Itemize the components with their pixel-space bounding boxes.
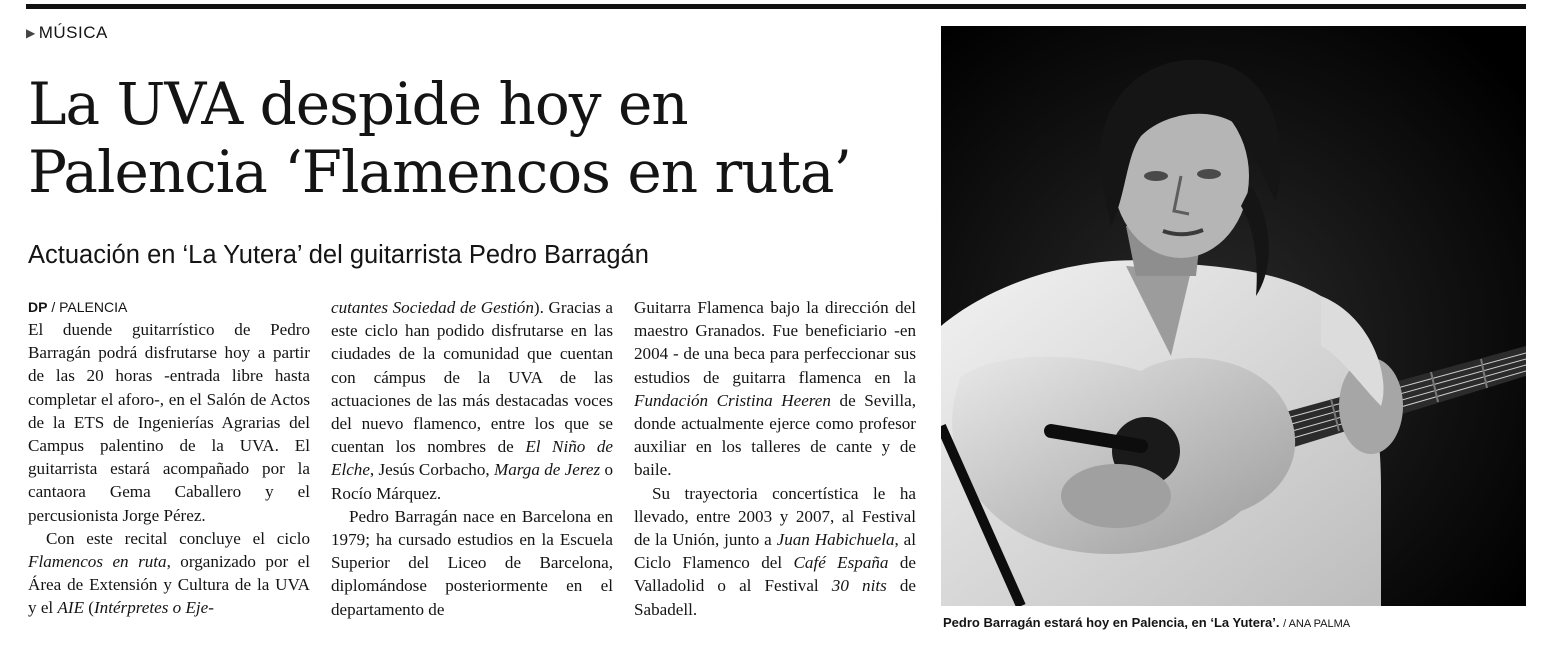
section-tag [26, 23, 108, 43]
article-column-2 [331, 296, 613, 621]
italic-text: Marga de Jerez [494, 460, 601, 480]
italic-text: AIE [57, 598, 85, 618]
paragraph-text: Su trayectoria concertística le ha llevado, entre 2003 y 2007, al Festival de la Unión, junto a [634, 483, 916, 550]
italic-text: Café España [793, 553, 889, 573]
triangle-bullet-icon: ▶ [26, 26, 36, 40]
paragraph-text: o Rocío Márquez. [331, 460, 613, 503]
paragraph-text: de Valladolid o al Festival [634, 553, 916, 596]
paragraph-text: de Sevilla, donde actualmente ejerce como profesor auxiliar en los talleres de cante y de baile. [634, 390, 916, 480]
italic-text: cutantes Sociedad de Gestión [331, 298, 534, 317]
paragraph-text: ( [84, 598, 94, 618]
paragraph-text: , al Ciclo Flamenco del [634, 530, 916, 573]
paragraph [28, 527, 310, 620]
subheadline: Actuación en ‘La Yutera’ del guitarrista Pedro Barragán [28, 241, 649, 269]
paragraph-text: Guitarra Flamenca bajo la dirección del maestro Granados. Fue beneficiario -en 2004 - de una beca para perfeccionar sus estudios de guitarra flamenca en la [634, 298, 916, 387]
guitarist-illustration [941, 26, 1526, 606]
italic-text: 30 nits [831, 576, 887, 596]
paragraph-text: de Sabadell. [634, 576, 916, 619]
section-label: MÚSICA [38, 23, 108, 42]
italic-text: Juan Habichuela [776, 530, 895, 550]
article-column-1 [28, 296, 310, 620]
italic-text: El Niño de Elche [331, 437, 613, 480]
photo-caption [943, 615, 1350, 630]
caption-text: Pedro Barragán estará hoy en Palencia, en ‘La Yutera’. [943, 615, 1280, 630]
paragraph [331, 296, 613, 505]
paragraph [634, 296, 916, 482]
photo-credit: / ANA PALMA [1283, 618, 1351, 630]
paragraph [28, 318, 310, 527]
italic-text: Flamencos en ruta [28, 552, 167, 572]
headline-line-2: Palencia ‘Flamencos en ruta’ [28, 138, 851, 206]
italic-text: Intérpretes o Eje- [93, 598, 214, 618]
paragraph-text: Pedro Barragán nace en Barcelona en 1979; ha cursado estudios en la Escuela Superior del Liceo de Barcelona, diplomándose posteriormente en el departamento de [331, 506, 613, 619]
paragraph-text: , Jesús Corbacho, [369, 460, 494, 480]
byline [28, 296, 310, 318]
headline [28, 70, 908, 206]
paragraph-text: ). Gracias a este ciclo han podido disfrutarse en las ciudades de la comunidad que cuentan con cámpus de la UVA de las actuaciones de las más destacadas voces del nuevo flamenco, entre los que se cuentan los nombres de [331, 298, 613, 457]
paragraph [331, 505, 613, 621]
paragraph-text: , organizado por el Área de Extensión y Cultura de la UVA y el [28, 552, 310, 618]
paragraph-text: Con este recital concluye el ciclo [46, 528, 310, 548]
paragraph-text: El duende guitarrístico de Pedro Barragán podrá disfrutarse hoy a partir de las 20 horas -entrada libre hasta completar el aforo-, en el Salón de Actos de la ETS de Ingenierías Agrarias del Campus palentino de la UVA. El guitarrista estará acompañado por la cantaora Gema Caballero y el percusionista Jorge Pérez. [28, 320, 310, 525]
byline-location: / PALENCIA [51, 299, 128, 315]
article-column-3 [634, 296, 916, 621]
italic-text: Fundación Cristina Heeren [634, 390, 831, 410]
guitarist-photo [941, 26, 1526, 606]
paragraph [634, 482, 916, 621]
top-rule [26, 4, 1526, 9]
byline-source: DP [28, 299, 48, 315]
headline-line-1: La UVA despide hoy en [28, 70, 688, 138]
